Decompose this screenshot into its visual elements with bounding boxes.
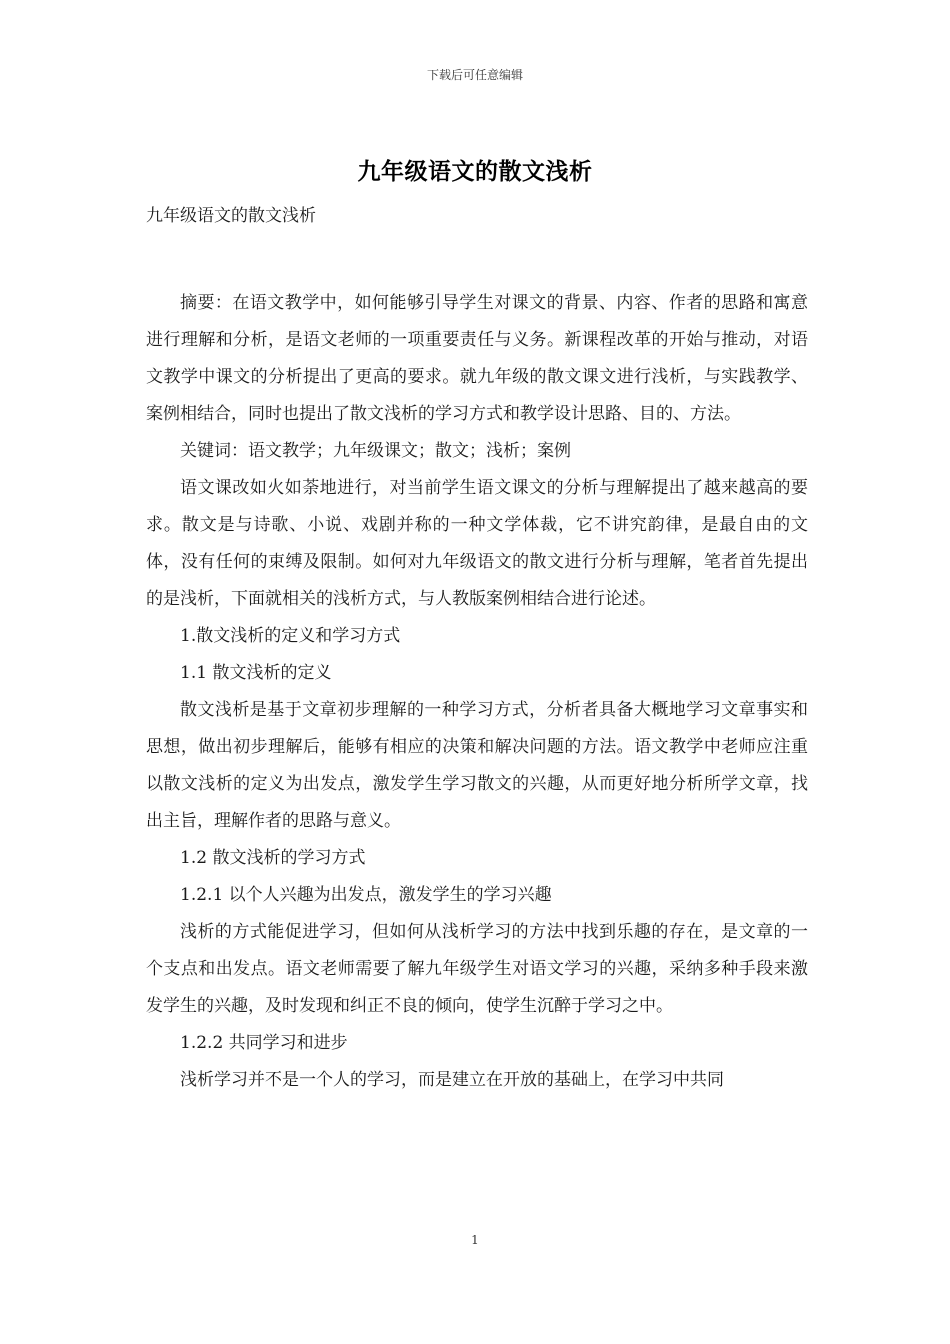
page-number: 1 [471, 1233, 479, 1247]
header-note: 下载后可任意编辑 [426, 68, 523, 82]
document-title: 九年级语文的散文浅析 [357, 158, 593, 185]
body-paragraph: 浅析的方式能促进学习，但如何从浅析学习的方法中找到乐趣的存在，是文章的一个支点和出发点。语文老师需要了解九年级学生对语文学习的兴趣，采纳多种手段来激发学生的兴趣，及时发现和纠正不良的倾向，使学生沉醉于学习之中。 [146, 922, 808, 1016]
blank-line [146, 235, 808, 285]
abstract-paragraph: 摘要：在语文教学中，如何能够引导学生对课文的背景、内容、作者的思路和寓意进行理解和分析，是语文老师的一项重要责任与义务。新课程改革的开始与推动，对语文教学中课文的分析提出了更高的要求。就九年级的散文课文进行浅析，与实践教学、案例相结合，同时也提出了散文浅析的学习方式和教学设计思路、目的、方法。 [146, 293, 808, 424]
section-heading-1-2-1: 1.2.1 以个人兴趣为出发点，激发学生的学习兴趣 [180, 885, 552, 905]
document-body [146, 198, 808, 1099]
section-heading-1-2-2: 1.2.2 共同学习和进步 [180, 1033, 348, 1053]
section-heading-1: 1.散文浅析的定义和学习方式 [180, 626, 401, 646]
body-paragraph: 浅析学习并不是一个人的学习，而是建立在开放的基础上，在学习中共同 [180, 1070, 724, 1090]
keywords-paragraph: 关键词：语文教学；九年级课文；散文；浅析；案例 [180, 441, 571, 461]
document-subtitle: 九年级语文的散文浅析 [146, 206, 316, 226]
intro-paragraph: 语文课改如火如荼地进行，对当前学生语文课文的分析与理解提出了越来越高的要求。散文是与诗歌、小说、戏剧并称的一种文学体裁，它不讲究韵律，是最自由的文体，没有任何的束缚及限制。如何对九年级语文的散文进行分析与理解，笔者首先提出的是浅析，下面就相关的浅析方式，与人教版案例相结合进行论述。 [146, 478, 808, 609]
body-paragraph: 散文浅析是基于文章初步理解的一种学习方式，分析者具备大概地学习文章事实和思想，做出初步理解后，能够有相应的决策和解决问题的方法。语文教学中老师应注重以散文浅析的定义为出发点，激发学生学习散文的兴趣，从而更好地分析所学文章，找出主旨，理解作者的思路与意义。 [146, 700, 808, 831]
section-heading-1-1: 1.1 散文浅析的定义 [180, 663, 332, 683]
section-heading-1-2: 1.2 散文浅析的学习方式 [180, 848, 366, 868]
